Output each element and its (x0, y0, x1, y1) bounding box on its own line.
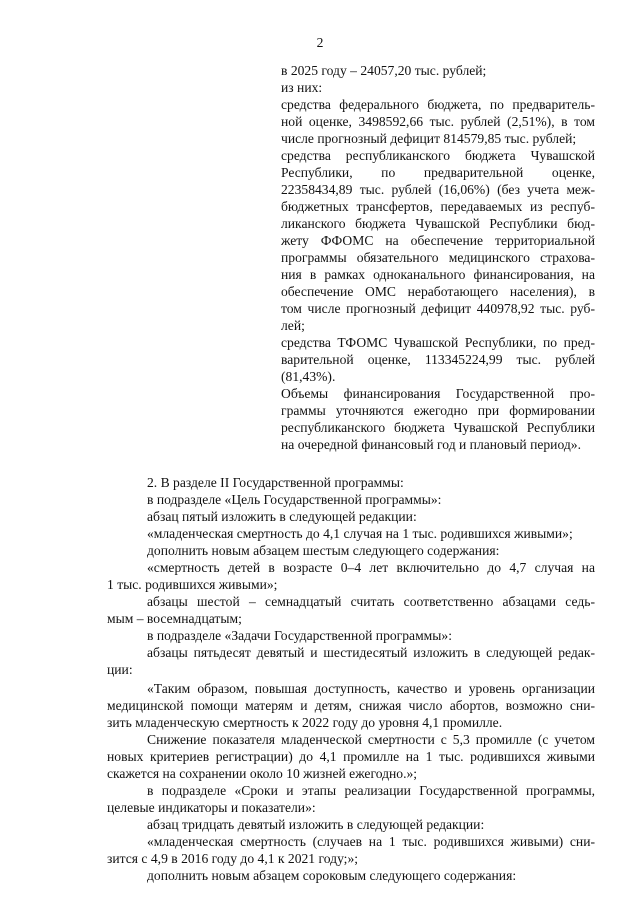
text-line: ликанского бюджета Чувашской Республики бюд- (281, 216, 595, 231)
text-line: «младенческая смертность до 4,1 случая на 1 тыс. родившихся живыми»; (147, 526, 573, 541)
text-line: в подразделе «Цель Государственной программы»: (147, 492, 442, 507)
text-line: зить младенческую смертность к 2022 году до уровня 4,1 промилле. (107, 715, 503, 730)
text-line: «младенческая смертность (случаев на 1 тыс. родившихся живыми) сни- (147, 834, 595, 849)
text-line: бюджетных трансфертов, передаваемых из респуб- (281, 199, 595, 214)
text-line: из них: (281, 80, 323, 95)
text-line: жету ФФОМС на обеспечение территориальной (281, 233, 595, 248)
text-line: варительной оценке, 113345224,99 тыс. рублей (281, 352, 595, 367)
text-line: средства федерального бюджета, по предваритель- (281, 97, 595, 112)
text-line: в подразделе «Сроки и этапы реализации Государственной программы, (147, 783, 595, 798)
text-line: «смертность детей в возрасте 0–4 лет включительно до 4,7 случая на (147, 560, 595, 575)
text-line: обеспечение ОМС неработающего населения), в (281, 284, 595, 299)
text-line: абзац тридцать девятый изложить в следующей редакции: (147, 817, 485, 832)
text-line: целевые индикаторы и показатели»: (107, 800, 316, 815)
text-line: лей; (281, 318, 305, 333)
text-line: Республики, по предварительной оценке, (281, 165, 595, 180)
text-line: мым – восемнадцатым; (107, 611, 242, 626)
text-line: средства ТФОМС Чувашской Республики, по пред- (281, 335, 595, 350)
text-line: республиканского бюджета Чувашской Республики (281, 420, 595, 435)
text-line: «Таким образом, повышая доступность, качество и уровень организации (147, 681, 595, 696)
text-line: дополнить новым абзацем шестым следующего содержания: (147, 543, 500, 558)
text-line: абзацы пятьдесят девятый и шестидесятый изложить в следующей редак- (147, 645, 595, 660)
text-line: 1 тыс. родившихся живыми»; (107, 577, 278, 592)
text-line: скажется на сохранении около 10 жизней ежегодно.»; (107, 766, 418, 781)
text-line: ния в рамках одноканального финансирования, на (281, 267, 595, 282)
text-line: зится с 4,9 в 2016 году до 4,1 к 2021 году;»; (107, 851, 359, 866)
text-line: средства республиканского бюджета Чувашской (281, 148, 595, 163)
text-line: Снижение показателя младенческой смертности с 5,3 промилле (с учетом (147, 732, 595, 747)
text-line: ной оценке, 3498592,66 тыс. рублей (2,51%), в том (281, 114, 595, 129)
text-line: медицинской помощи матерям и детям, снижая число абортов, возможно сни- (107, 698, 595, 713)
text-line: программы обязательного медицинского страхова- (281, 250, 595, 265)
text-line: дополнить новым абзацем сороковым следующего содержания: (147, 868, 517, 883)
text-line: Объемы финансирования Государственной про- (281, 386, 595, 401)
text-line: 22358434,89 тыс. рублей (16,06%) (без учета меж- (281, 182, 595, 197)
text-line: том числе прогнозный дефицит 440978,92 тыс. руб- (281, 301, 595, 316)
text-line: абзацы шестой – семнадцатый считать соответственно абзацами седь- (147, 594, 595, 609)
text-line: (81,43%). (281, 369, 336, 384)
text-line: 2. В разделе II Государственной программы: (147, 475, 404, 490)
text-line: на очередной финансовый год и плановый период». (281, 437, 581, 452)
text-line: абзац пятый изложить в следующей редакции: (147, 509, 417, 524)
text-line: новых критериев регистрации) до 4,1 промилле на 1 тыс. родившихся живыми (107, 749, 595, 764)
text-line: в подразделе «Задачи Государственной программы»: (147, 628, 452, 643)
text-line: числе прогнозный дефицит 814579,85 тыс. рублей; (281, 131, 577, 146)
page-number: 2 (316, 35, 324, 50)
text-line: граммы уточняются ежегодно при формировании (281, 403, 595, 418)
text-line: ции: (107, 662, 133, 677)
